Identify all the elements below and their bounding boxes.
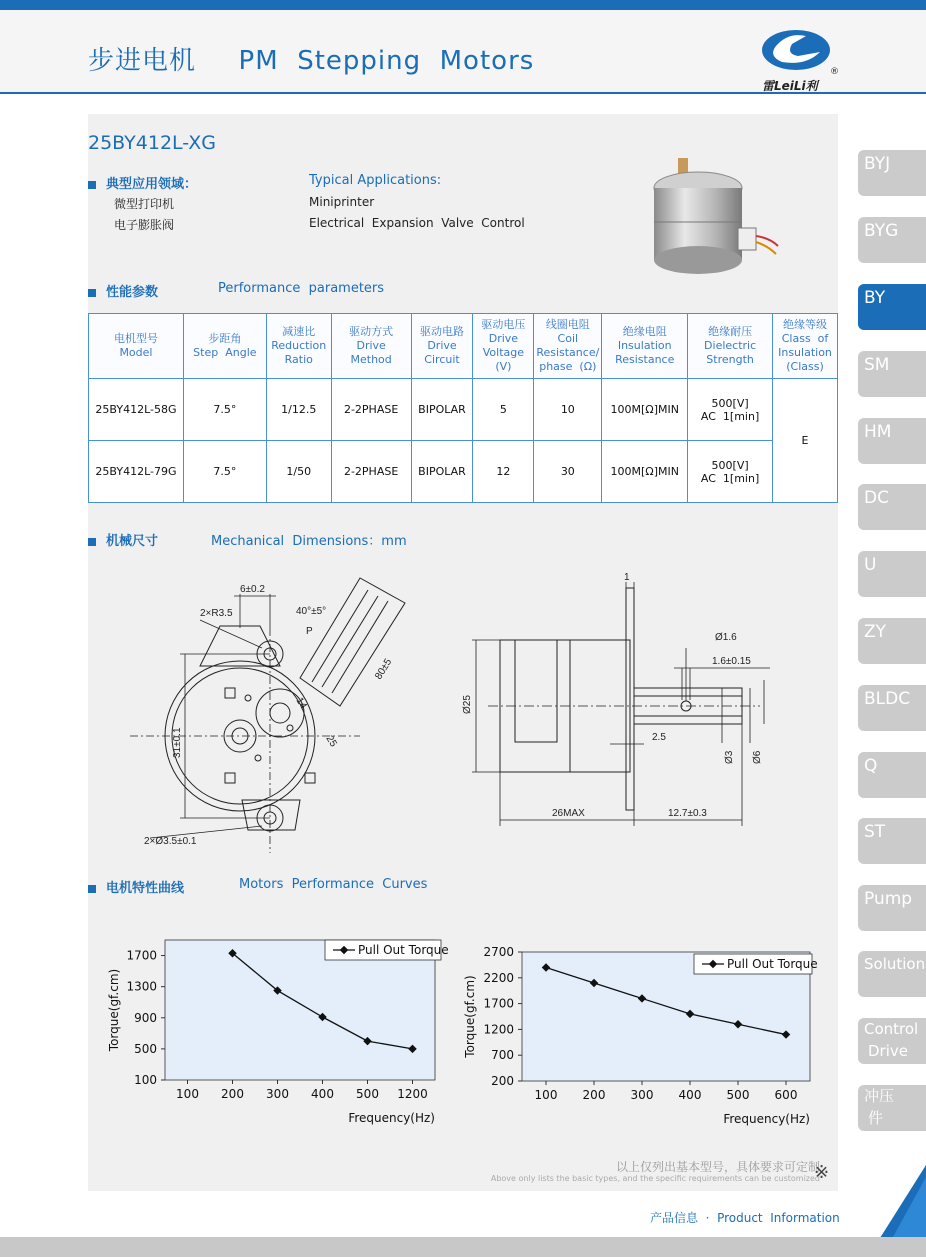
side-tab-solution[interactable]: Solution xyxy=(858,951,926,997)
side-tab-byj[interactable]: BYJ xyxy=(858,150,926,196)
dim-label: P xyxy=(306,626,313,637)
header-cn: 绝缘等级 xyxy=(783,318,827,331)
plot-area xyxy=(165,940,435,1080)
header-cn: 步距角 xyxy=(208,332,242,345)
x-tick-label: 1200 xyxy=(397,1087,428,1101)
performance-heading-en: Performance parameters xyxy=(218,281,385,296)
dim-label: 6±0.2 xyxy=(240,584,265,595)
header-cn: 驱动电路 xyxy=(420,325,464,338)
header-cn: 驱动方式 xyxy=(349,325,394,338)
y-tick-label: 100 xyxy=(134,1073,157,1087)
dim-label: Ø25 xyxy=(462,695,473,714)
side-tab-冲压-件[interactable]: 冲压 件 xyxy=(858,1085,926,1131)
table-cell: 100M[Ω]MIN xyxy=(602,441,688,503)
page-title xyxy=(88,40,534,77)
table-header-cell xyxy=(89,314,184,379)
table-header-cell xyxy=(688,314,773,379)
top-bar xyxy=(0,0,926,10)
header-en: Model xyxy=(119,346,153,359)
bullet-square-icon xyxy=(88,885,96,893)
table-cell: 100M[Ω]MIN xyxy=(602,379,688,441)
table-cell: 5 xyxy=(473,379,534,441)
footer-text: 产品信息 · Product Information xyxy=(650,1211,840,1225)
side-tab-dc[interactable]: DC xyxy=(858,484,926,530)
table-row xyxy=(89,441,838,503)
side-tab-bldc[interactable]: BLDC xyxy=(858,685,926,731)
y-tick-label: 900 xyxy=(134,1010,157,1025)
header-en: Resistance/ xyxy=(536,346,600,359)
header-cn: 线圈电阻 xyxy=(545,318,590,331)
header-en: Class of xyxy=(781,332,829,345)
table-cell: 2-2PHASE xyxy=(331,441,411,503)
mechanical-heading-en: Mechanical Dimensions：mm xyxy=(211,534,407,549)
table-cell: 10 xyxy=(534,379,602,441)
dim-label: 12.7±0.3 xyxy=(668,808,707,819)
dim-label: 80±5 xyxy=(373,656,395,682)
table-cell: 12 xyxy=(473,441,534,503)
applications-heading: 典型应用领域： xyxy=(88,173,197,192)
header-en: phase (Ω) xyxy=(539,360,597,373)
app-item-en-2: Electrical Expansion Valve Control xyxy=(309,216,525,230)
header-en: Voltage xyxy=(482,346,525,359)
motor-photo xyxy=(640,150,790,285)
dim-label: 1.6±0.15 xyxy=(712,656,751,667)
header-en: Dielectric xyxy=(704,339,757,352)
table-cell: 30 xyxy=(534,441,602,503)
curves-heading-en: Motors Performance Curves xyxy=(239,877,428,892)
header-en: (V) xyxy=(495,360,512,373)
table-cell: 1/50 xyxy=(266,441,331,503)
side-tab-pump[interactable]: Pump xyxy=(858,885,926,931)
svg-text:雷LeiLi利: 雷LeiLi利 xyxy=(762,79,818,93)
header-en: Strength xyxy=(706,353,754,366)
table-cell: 1/12.5 xyxy=(266,379,331,441)
legend-label: Pull Out Torque xyxy=(358,943,449,957)
page-header xyxy=(0,10,926,94)
header-en: (Class) xyxy=(786,360,824,373)
front-view-drawing xyxy=(130,568,450,858)
bullet-square-icon xyxy=(88,181,96,189)
y-tick-label: 1700 xyxy=(483,996,514,1011)
x-tick-label: 200 xyxy=(582,1088,606,1102)
x-tick-label: 400 xyxy=(678,1088,702,1102)
svg-text:®: ® xyxy=(830,67,839,77)
header-en: Step Angle xyxy=(193,346,257,359)
dim-label: 31±0.1 xyxy=(172,727,183,758)
x-tick-label: 500 xyxy=(726,1088,750,1102)
dim-label: Ø1.6 xyxy=(715,632,737,643)
table-header-cell xyxy=(411,314,473,379)
side-tab-u[interactable]: U xyxy=(858,551,926,597)
x-tick-label: 300 xyxy=(630,1088,654,1102)
table-cell: 500[V] AC 1[min] xyxy=(688,441,773,503)
table-header-cell xyxy=(534,314,602,379)
table-cell: 25BY412L-58G xyxy=(89,379,184,441)
y-tick-label: 1200 xyxy=(483,1022,514,1037)
table-cell: 7.5° xyxy=(183,379,266,441)
header-cn: 电机型号 xyxy=(113,332,158,345)
note-cn: 以上仅列出基本型号，具体要求可定制 xyxy=(615,1160,820,1174)
table-header-cell xyxy=(473,314,534,379)
header-cn: 减速比 xyxy=(282,325,316,338)
side-tab-zy[interactable]: ZY xyxy=(858,618,926,664)
table-header-cell xyxy=(183,314,266,379)
y-axis-label: Torque(gf.cm) xyxy=(463,975,477,1058)
table-header-cell xyxy=(602,314,688,379)
header-cn: 驱动电压 xyxy=(481,318,526,331)
table-header-cell xyxy=(773,314,838,379)
performance-heading: 性能参数 xyxy=(88,281,158,300)
x-tick-label: 200 xyxy=(221,1087,244,1101)
table-cell: 7.5° xyxy=(183,441,266,503)
footer-bar xyxy=(0,1237,926,1257)
header-en: Drive xyxy=(488,332,519,345)
dim-label: Ø3 xyxy=(724,750,735,764)
insulation-class-cell: E xyxy=(773,379,838,503)
side-tab-hm[interactable]: HM xyxy=(858,418,926,464)
header-en: Resistance xyxy=(615,353,675,366)
side-tab-st[interactable]: ST xyxy=(858,818,926,864)
header-en: Coil xyxy=(557,332,579,345)
title-cn: 步进电机 xyxy=(88,46,197,76)
app-item-en-1: Miniprinter xyxy=(309,195,375,209)
dim-label: 2×R3.5 xyxy=(200,608,233,619)
table-header-cell xyxy=(331,314,411,379)
side-view-drawing xyxy=(460,568,790,833)
header-en: Drive xyxy=(427,339,457,352)
app-item-cn-1: 微型打印机 xyxy=(114,197,175,211)
side-tab-byg[interactable]: BYG xyxy=(858,217,926,263)
applications-heading-en: Typical Applications: xyxy=(309,173,442,188)
side-tab-q[interactable]: Q xyxy=(858,752,926,798)
dim-label: 2×Ø3.5±0.1 xyxy=(144,836,197,847)
x-tick-label: 100 xyxy=(534,1088,558,1102)
side-tab-control-drive[interactable]: Control Drive xyxy=(858,1018,926,1064)
note-en: Above only lists the basic types, and the specific requirements can be customized xyxy=(490,1174,820,1183)
header-en: Insulation xyxy=(778,346,832,359)
legend-label: Pull Out Torque xyxy=(727,957,818,971)
torque-chart-2 xyxy=(460,938,820,1130)
company-logo xyxy=(758,24,838,98)
model-title: 25BY412L-XG xyxy=(88,132,216,154)
app-item-cn-2: 电子膨胀阀 xyxy=(114,218,175,232)
title-en: PM Stepping Motors xyxy=(238,46,535,76)
dim-label: 2.5 xyxy=(652,732,666,743)
table-cell: 25BY412L-79G xyxy=(89,441,184,503)
header-cn: 绝缘电阻 xyxy=(622,325,667,338)
side-tab-sm[interactable]: SM xyxy=(858,351,926,397)
header-en: Method xyxy=(350,353,392,366)
x-tick-label: 400 xyxy=(311,1087,334,1101)
header-en: Drive xyxy=(356,339,386,352)
table-header-row xyxy=(89,314,838,379)
y-tick-label: 2700 xyxy=(483,945,514,959)
y-axis-label: Torque(gf.cm) xyxy=(107,968,121,1052)
table-cell: 2-2PHASE xyxy=(331,379,411,441)
y-tick-label: 2200 xyxy=(483,970,514,985)
header-en: Insulation xyxy=(617,339,672,352)
dim-label: 14 xyxy=(293,695,309,712)
performance-table xyxy=(88,313,838,503)
mechanical-heading: 机械尺寸 xyxy=(88,530,158,549)
bullet-square-icon xyxy=(88,289,96,297)
x-tick-label: 500 xyxy=(356,1087,379,1101)
table-cell: BIPOLAR xyxy=(411,379,473,441)
table-header-cell xyxy=(266,314,331,379)
x-tick-label: 600 xyxy=(774,1088,798,1102)
note-symbol-icon: ※ xyxy=(814,1162,830,1183)
header-cn: 绝缘耐压 xyxy=(708,325,753,338)
x-axis-label: Frequency(Hz) xyxy=(348,1111,435,1125)
y-tick-label: 700 xyxy=(491,1048,514,1063)
y-tick-label: 1700 xyxy=(126,948,157,963)
dim-label: Ø6 xyxy=(752,750,763,764)
side-tab-by[interactable]: BY xyxy=(858,284,926,330)
torque-chart-1 xyxy=(100,930,450,1130)
x-axis-label: Frequency(Hz) xyxy=(723,1112,810,1126)
table-cell: BIPOLAR xyxy=(411,441,473,503)
dim-label: 25 xyxy=(323,733,339,750)
table-cell: 500[V] AC 1[min] xyxy=(688,379,773,441)
curves-heading: 电机特性曲线 xyxy=(88,877,184,896)
dim-label: 26MAX xyxy=(552,808,585,819)
dim-label: 1 xyxy=(624,572,630,583)
x-tick-label: 300 xyxy=(266,1087,289,1101)
header-en: Ratio xyxy=(284,353,313,366)
header-en: Reduction xyxy=(271,339,327,352)
y-tick-label: 500 xyxy=(134,1041,157,1056)
y-tick-label: 200 xyxy=(491,1074,514,1088)
header-en: Circuit xyxy=(424,353,460,366)
table-row xyxy=(89,379,838,441)
y-tick-label: 1300 xyxy=(126,979,157,994)
dim-label: 40°±5° xyxy=(296,606,327,617)
bullet-square-icon xyxy=(88,538,96,546)
x-tick-label: 100 xyxy=(176,1087,199,1101)
